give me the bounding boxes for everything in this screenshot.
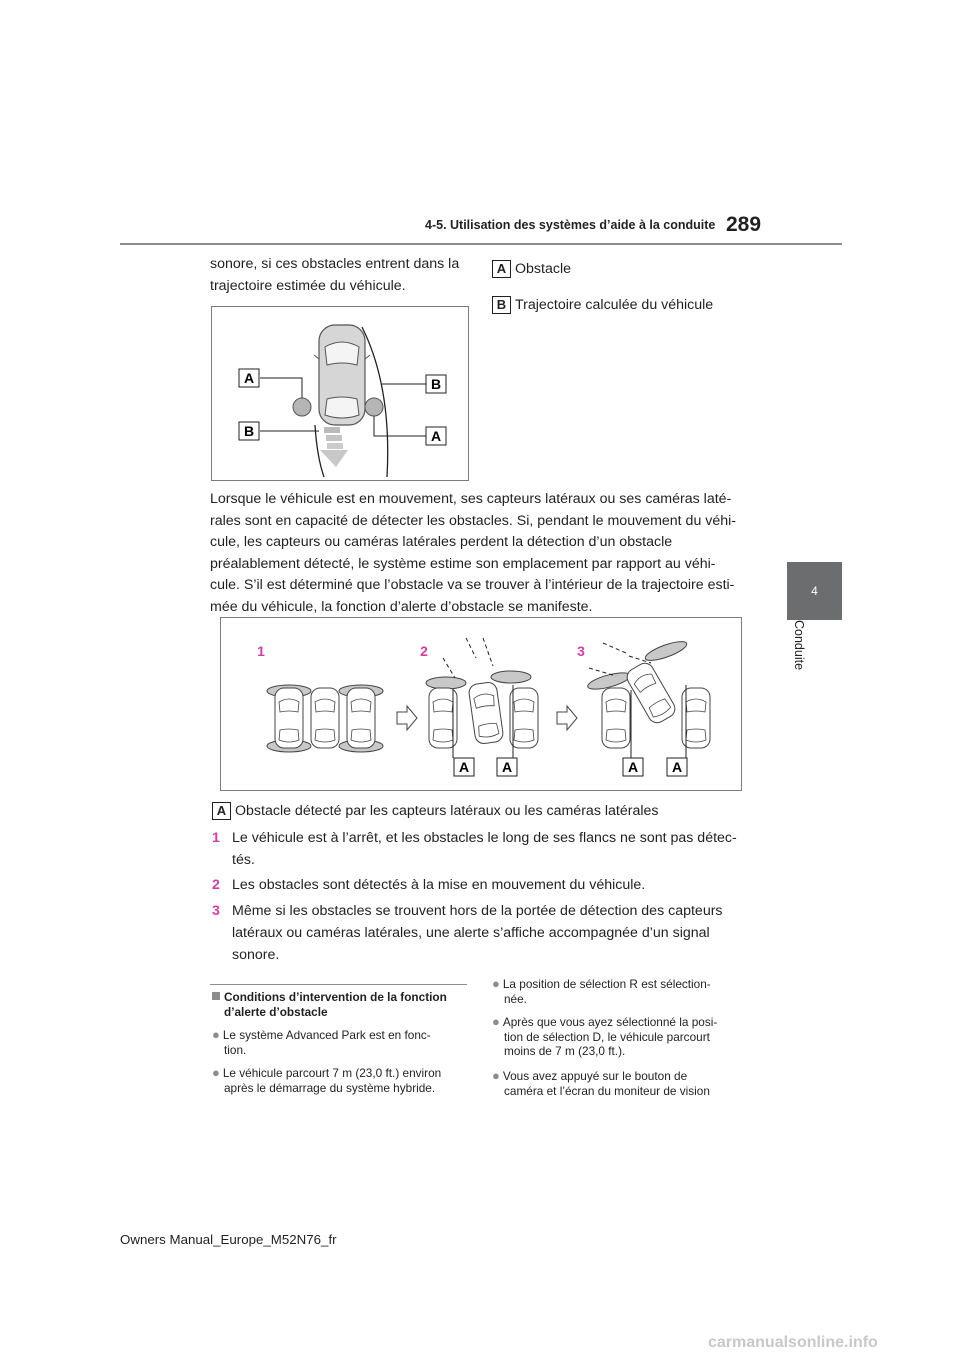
circle-bullet-icon: ● xyxy=(212,1027,220,1042)
obstacle-right xyxy=(365,398,383,416)
scene-stationary xyxy=(267,685,383,752)
trajectory-diagram xyxy=(212,307,468,480)
conditions-heading: Conditions d’intervention de la fonction d’alerte d’obstacle xyxy=(212,990,472,1019)
body-paragraph: Lorsque le véhicule est en mouvement, ses capteurs latéraux ou ses caméras laté- rales sont en capacité de détecter les obstacles. Si, pendant le mouvement du véhi- cule, les capteurs ou caméras latérales perdent la détection d’un obstacle préalablement détecté, le système estime son emplacement par rapport au véhi- cule. S’il est déterminé que l’obstacle va se trouver à l’intérieur de la trajectoire esti- mée du véhicule, la fonction d’alerte d’obstacle se manifeste. xyxy=(210,491,737,615)
obstacle-left xyxy=(293,398,311,416)
step-number-1: 1 xyxy=(257,643,265,659)
chapter-tab: 4 xyxy=(787,562,842,620)
svg-text:B: B xyxy=(243,423,255,439)
svg-text:A: A xyxy=(671,759,683,775)
legend-item-b: B Trajectoire calculée du véhicule xyxy=(492,296,713,314)
header-rule xyxy=(120,243,842,245)
svg-text:A: A xyxy=(243,370,255,386)
legend-item-a: A Obstacle xyxy=(492,260,571,278)
conditions-rule xyxy=(210,984,467,985)
svg-text:A: A xyxy=(627,759,639,775)
label-b-1 xyxy=(239,422,259,440)
label-a-step2-left xyxy=(454,758,474,776)
step-number-3: 3 xyxy=(577,643,585,659)
circle-bullet-icon: ● xyxy=(212,1065,220,1080)
circle-bullet-icon: ● xyxy=(492,1014,500,1029)
label-a-step2-right xyxy=(497,758,517,776)
footer-text: Owners Manual_Europe_M52N76_fr xyxy=(120,1232,337,1247)
step-2: 2 Les obstacles sont détectés à la mise en mouvement du véhicule. xyxy=(212,877,646,893)
step-1: 1 Le véhicule est à l’arrêt, et les obstacles le long de ses flancs ne sont pas détec- tés. xyxy=(212,830,737,868)
scene-alert xyxy=(586,638,710,758)
watermark: carmanualsonline.info xyxy=(708,1334,878,1351)
scene-moving xyxy=(426,638,538,758)
reverse-arrow xyxy=(320,427,348,467)
svg-text:A: A xyxy=(458,759,470,775)
svg-text:A: A xyxy=(430,428,442,444)
circle-bullet-icon: ● xyxy=(492,1068,500,1083)
step-number-2: 2 xyxy=(420,643,428,659)
condition-right-1: ● La position de sélection R est sélection- née. xyxy=(492,976,711,1006)
arrow-icon xyxy=(397,706,417,730)
svg-text:A: A xyxy=(501,759,513,775)
figure-detection-sequence xyxy=(220,617,742,791)
square-bullet-icon xyxy=(212,992,220,1000)
label-a-step3-right xyxy=(667,758,687,776)
condition-right-3: ● Vous avez appuyé sur le bouton de caméra et l’écran du moniteur de vision xyxy=(492,1068,710,1098)
condition-right-2: ● Après que vous ayez sélectionné la posi- tion de sélection D, le véhicule parcourt moins de 7 m (23,0 ft.). xyxy=(492,1014,718,1058)
label-b-2 xyxy=(426,375,446,393)
detection-sequence-diagram xyxy=(221,618,741,790)
label-a-step3-left xyxy=(623,758,643,776)
intro-text: sonore, si ces obstacles entrent dans la trajectoire estimée du véhicule. xyxy=(210,256,460,294)
condition-left-2: ● Le véhicule parcourt 7 m (23,0 ft.) environ après le démarrage du système hybride. xyxy=(212,1065,442,1095)
label-a-1 xyxy=(239,369,259,387)
car-topview xyxy=(314,325,370,425)
legend-bottom: A Obstacle détecté par les capteurs latéraux ou les caméras latérales xyxy=(212,802,658,820)
section-title: 4-5. Utilisation des systèmes d’aide à la conduite xyxy=(425,218,716,232)
chapter-tab-label: Conduite xyxy=(792,620,806,671)
step-3: 3 Même si les obstacles se trouvent hors de la portée de détection des capteurs latéraux ou caméras latérales, une alerte s’affiche accompagnée d’un signal sonore. xyxy=(212,903,723,963)
arrow-icon xyxy=(557,706,577,730)
page-number: 289 xyxy=(726,213,762,236)
condition-left-1: ● Le système Advanced Park est en fonc- tion. xyxy=(212,1027,431,1057)
figure-trajectory xyxy=(211,306,469,481)
svg-text:B: B xyxy=(430,376,442,392)
circle-bullet-icon: ● xyxy=(492,976,500,991)
label-a-2 xyxy=(426,427,446,445)
